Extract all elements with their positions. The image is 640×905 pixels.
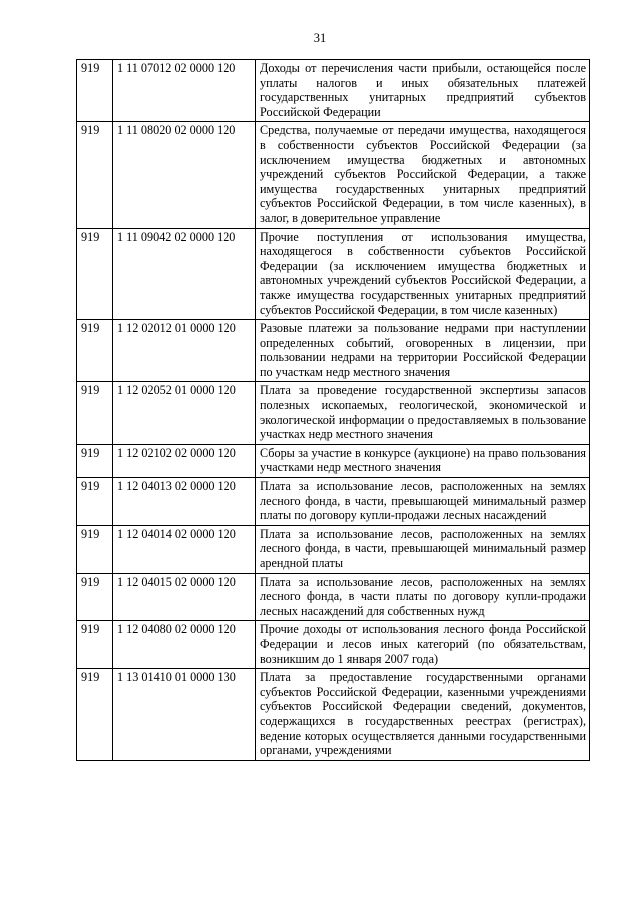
admin-code-cell: 919 [77,60,113,122]
revenue-codes-table [76,59,590,761]
table-row [77,669,590,761]
revenue-description-cell: Плата за использование лесов, расположенных на землях лесного фонда, в части платы по договору купли-продажи лесных насаждений для собственных нужд [256,573,590,621]
revenue-description-cell: Разовые платежи за пользование недрами при наступлении определенных событий, оговоренных в лицензии, при пользовании недрами на территории Российской Федерации по участкам недр местного значения [256,320,590,382]
table-row [77,60,590,122]
admin-code-cell: 919 [77,525,113,573]
page-number: 31 [313,31,327,45]
table-row [77,478,590,526]
revenue-description-cell: Прочие доходы от использования лесного фонда Российской Федерации и лесов иных категорий (по обязательствам, возникшим до 1 января 2007 года) [256,621,590,669]
table-row [77,525,590,573]
revenue-description-cell: Плата за использование лесов, расположенных на землях лесного фонда, в части, превышающей минимальный размер арендной платы [256,525,590,573]
admin-code-cell: 919 [77,122,113,228]
budget-classification-code-cell: 1 12 02052 01 0000 120 [113,382,256,444]
admin-code-cell: 919 [77,621,113,669]
budget-classification-code-cell: 1 12 04080 02 0000 120 [113,621,256,669]
budget-classification-code-cell: 1 13 01410 01 0000 130 [113,669,256,761]
budget-classification-code-cell: 1 12 04014 02 0000 120 [113,525,256,573]
table-row [77,320,590,382]
table-row [77,444,590,477]
table-row [77,122,590,228]
revenue-description-cell: Средства, получаемые от передачи имущества, находящегося в собственности субъектов Российской Федерации (за исключением имущества бюджетных и автономных учреждений субъектов Российской Федерации, а также имущества государственных унитарных предприятий субъектов Российской Федерации, в том числе казенных), в залог, в доверительное управление [256,122,590,228]
revenue-description-cell: Прочие поступления от использования имущества, находящегося в собственности субъектов Российской Федерации (за исключением имущества бюджетных и автономных учреждений субъектов Российской Федерации, а также имущества государственных унитарных предприятий субъектов Российской Федерации, в том числе казенных) [256,228,590,320]
admin-code-cell: 919 [77,320,113,382]
budget-classification-code-cell: 1 12 04013 02 0000 120 [113,478,256,526]
admin-code-cell: 919 [77,444,113,477]
revenue-description-cell: Плата за предоставление государственными органами субъектов Российской Федерации, казенными учреждениями субъектов Российской Федерации сведений, документов, содержащихся в государственных реестрах (регистрах), ведение которых осуществляется данными государственными органами, учреждениями [256,669,590,761]
revenue-description-cell: Плата за использование лесов, расположенных на землях лесного фонда, в части, превышающей минимальный размер платы по договору купли-продажи лесных насаждений [256,478,590,526]
table-row [77,621,590,669]
table-row [77,573,590,621]
revenue-description-cell: Сборы за участие в конкурсе (аукционе) на право пользования участками недр местного значения [256,444,590,477]
budget-classification-code-cell: 1 11 07012 02 0000 120 [113,60,256,122]
revenue-description-cell: Доходы от перечисления части прибыли, остающейся после уплаты налогов и иных обязательных платежей государственных унитарных предприятий субъектов Российской Федерации [256,60,590,122]
budget-classification-code-cell: 1 11 08020 02 0000 120 [113,122,256,228]
budget-classification-code-cell: 1 11 09042 02 0000 120 [113,228,256,320]
table-row [77,228,590,320]
admin-code-cell: 919 [77,228,113,320]
budget-classification-code-cell: 1 12 02012 01 0000 120 [113,320,256,382]
revenue-codes-table-body [77,60,590,761]
admin-code-cell: 919 [77,669,113,761]
revenue-description-cell: Плата за проведение государственной экспертизы запасов полезных ископаемых, геологической, экономической и экологической информации о предоставляемых в пользование участках недр местного значения [256,382,590,444]
admin-code-cell: 919 [77,478,113,526]
budget-classification-code-cell: 1 12 04015 02 0000 120 [113,573,256,621]
admin-code-cell: 919 [77,573,113,621]
budget-classification-code-cell: 1 12 02102 02 0000 120 [113,444,256,477]
table-row [77,382,590,444]
admin-code-cell: 919 [77,382,113,444]
